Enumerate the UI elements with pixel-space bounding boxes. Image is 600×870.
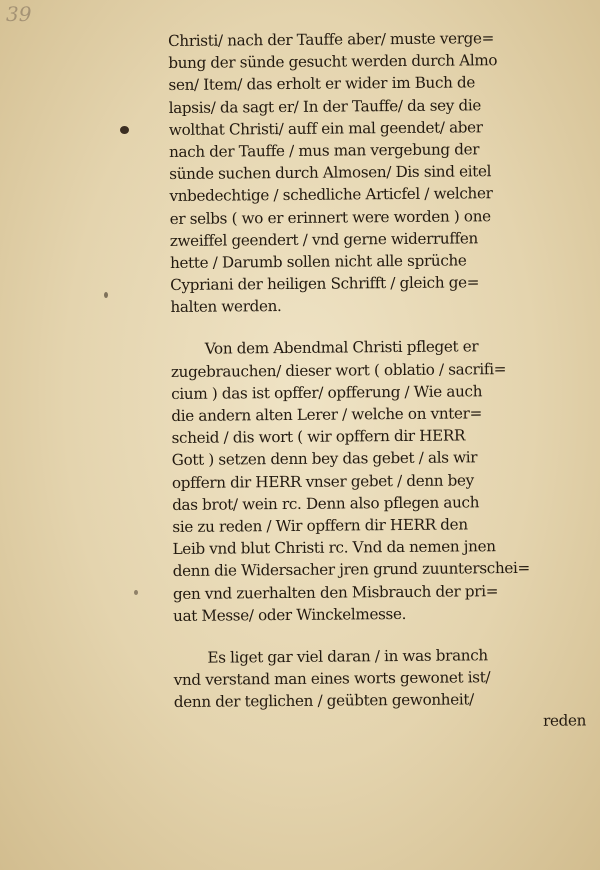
ink-spot [120,126,129,134]
text-line: cium ) das ist opffer/ opfferung / Wie auch [171,382,483,403]
text-line: bung der sünde gesucht werden durch Almo [168,51,498,73]
text-block [168,26,586,735]
text-line: halten werden. [170,297,282,317]
text-line: hette / Darumb sollen nicht alle sprüche [169,251,467,272]
paragraph-1 [168,26,583,318]
text-line: vnbedechtige / schedliche Articfel / welcher [169,184,493,206]
text-line: das brot/ wein rc. Denn also pflegen auch [172,493,480,514]
text-line: Christi/ nach der Tauffe aber/ muste verge= [168,29,495,50]
text-line: zugebrauchen/ dieser wort ( oblatio / sacrifi= [170,359,507,381]
text-line: Von dem Abendmal Christi pfleget er [204,337,479,359]
text-line: nach der Tauffe / mus man vergebung der [168,140,480,161]
paragraph-2 [171,335,586,627]
text-line: zweiffel geendert / vnd gerne widerruffen [169,228,479,250]
text-line: Cypriani der heiligen Schrifft / gleich ge= [170,273,480,295]
text-line: sen/ Item/ das erholt er wider im Buch de [168,73,476,95]
text-line: denn die Widersacher jren grund zuunterschei= [172,559,530,581]
text-line: denn der teglichen / geübten gewonheit/ [173,690,474,712]
text-line: wolthat Christi/ auff ein mal geendet/ aber [168,118,483,139]
catchword: reden [542,711,587,731]
paragraph-3 [173,643,586,735]
page-number: 39 [6,2,32,26]
text-line: sünde suchen durch Almosen/ Dis sind eitel [169,162,492,184]
text-line: Leib vnd blut Christi rc. Vnd da nemen jnen [172,537,496,559]
text-line: uat Messe/ oder Winckelmesse. [173,604,407,625]
ink-spot [104,292,108,298]
text-line: vnd verstand man eines worts gewonet ist/ [173,668,491,690]
text-line: lapsis/ da sagt er/ In der Tauffe/ da sey die [168,95,482,117]
ink-spot [134,590,138,595]
text-line: gen vnd zuerhalten den Misbrauch der pri= [172,581,499,603]
text-line: scheid / dis wort ( wir opffern dir HERR [171,426,466,448]
text-line: Gott ) setzen denn bey das gebet / als wir [171,448,478,470]
text-line: sie zu reden / Wir opffern dir HERR den [172,515,468,536]
text-line: Es liget gar viel daran / in was branch [207,646,488,667]
text-line: opffern dir HERR vnser gebet / denn bey [171,470,474,492]
text-line: er selbs ( wo er erinnert were worden ) one [169,206,491,228]
text-line: die andern alten Lerer / welche on vnter= [171,404,483,425]
